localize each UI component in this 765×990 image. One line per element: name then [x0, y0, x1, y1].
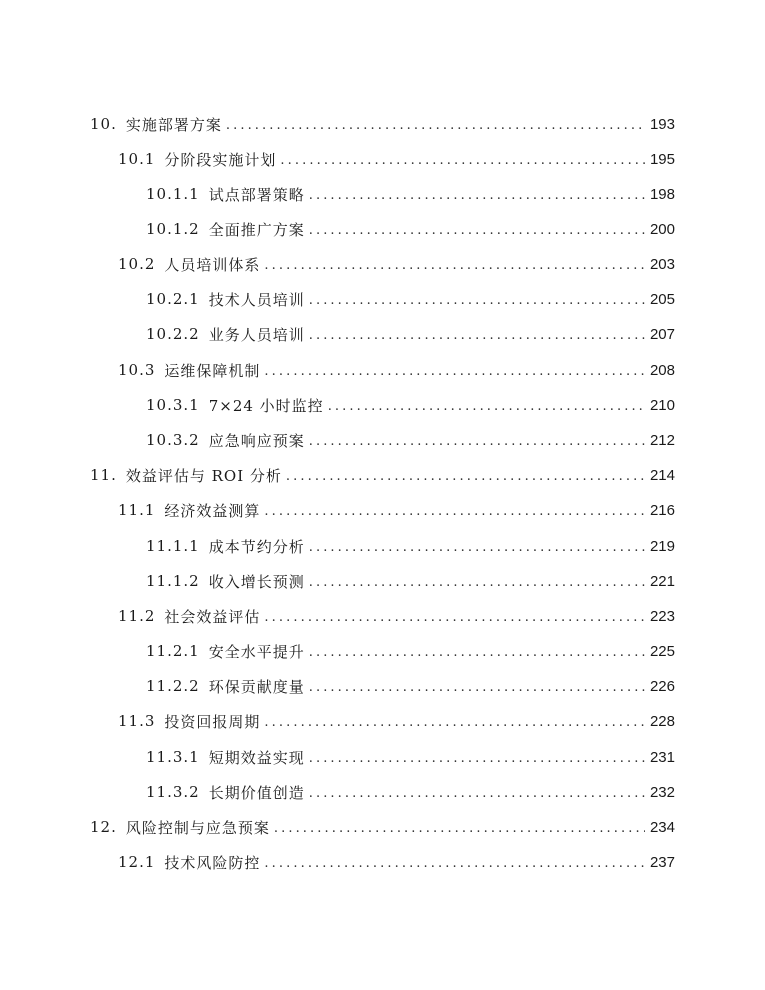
- toc-entry[interactable]: [146, 778, 675, 806]
- toc-entry-number: 10.1.1: [146, 185, 200, 203]
- toc-dot-leader: [309, 786, 645, 801]
- toc-entry-title: 运维保障机制: [164, 361, 261, 380]
- toc-entry-number: 11.2.1: [146, 642, 200, 660]
- toc-entry-title: 收入增长预测: [208, 572, 305, 591]
- toc-entry-page: 195: [649, 150, 675, 168]
- toc-entry-title: 环保贡献度量: [208, 677, 305, 696]
- toc-entry-page: 207: [649, 325, 675, 343]
- toc-dot-leader: [264, 856, 645, 871]
- toc-entry[interactable]: [90, 813, 675, 841]
- toc-dot-leader: [309, 293, 645, 308]
- toc-dot-leader: [264, 715, 645, 730]
- toc-dot-leader: [264, 504, 645, 519]
- toc-entry-title: 应急响应预案: [208, 431, 305, 450]
- toc-entry-title: 风险控制与应急预案: [125, 818, 270, 837]
- toc-entry-title: 实施部署方案: [125, 115, 222, 134]
- toc-entry-number: 10.1: [118, 150, 156, 168]
- toc-entry[interactable]: [146, 391, 675, 419]
- toc-dot-leader: [280, 153, 645, 168]
- toc-entry-page: 214: [649, 466, 675, 484]
- toc-entry-page: 223: [649, 607, 675, 625]
- toc-entry-number: 12.: [90, 818, 117, 836]
- toc-entry-title: 技术风险防控: [164, 853, 261, 872]
- toc-entry[interactable]: [146, 215, 675, 243]
- toc-entry[interactable]: [118, 250, 675, 278]
- toc-entry-page: 225: [649, 642, 675, 660]
- toc-entry[interactable]: [146, 426, 675, 454]
- toc-entry-page: 234: [649, 818, 675, 836]
- toc-entry-number: 11.3: [118, 712, 156, 730]
- toc-entry-title: 全面推广方案: [208, 220, 305, 239]
- toc-entry-title: 成本节约分析: [208, 537, 305, 556]
- toc-entry[interactable]: [146, 743, 675, 771]
- toc-entry-page: 216: [649, 501, 675, 519]
- toc-dot-leader: [264, 258, 645, 273]
- toc-entry[interactable]: [90, 110, 675, 138]
- toc-entry-page: 210: [649, 396, 675, 414]
- toc-entry-page: 205: [649, 290, 675, 308]
- toc-dot-leader: [226, 118, 645, 133]
- toc-entry-title: 试点部署策略: [208, 185, 305, 204]
- toc-entry[interactable]: [146, 637, 675, 665]
- toc-entry[interactable]: [118, 848, 675, 876]
- toc-entry-number: 11.3.1: [146, 748, 200, 766]
- toc-entry-page: 232: [649, 783, 675, 801]
- toc-entry-page: 237: [649, 853, 675, 871]
- toc-entry-number: 12.1: [118, 853, 156, 871]
- toc-entry-page: 231: [649, 748, 675, 766]
- toc-entry-number: 11.1.2: [146, 572, 200, 590]
- toc-entry-title: 7×24 小时监控: [208, 396, 324, 415]
- toc-entry-page: 226: [649, 677, 675, 695]
- toc-entry-title: 业务人员培训: [208, 325, 305, 344]
- toc-entry-page: 203: [649, 255, 675, 273]
- toc-entry-number: 10.3: [118, 361, 156, 379]
- toc-dot-leader: [309, 645, 645, 660]
- toc-entry-title: 短期效益实现: [208, 748, 305, 767]
- toc-entry-title: 安全水平提升: [208, 642, 305, 661]
- toc-dot-leader: [309, 223, 645, 238]
- toc-dot-leader: [309, 680, 645, 695]
- toc-entry-title: 分阶段实施计划: [164, 150, 277, 169]
- toc-entry[interactable]: [146, 567, 675, 595]
- toc-dot-leader: [264, 610, 645, 625]
- toc-entry-title: 技术人员培训: [208, 290, 305, 309]
- toc-dot-leader: [309, 188, 645, 203]
- toc-entry[interactable]: [146, 320, 675, 348]
- toc-entry-page: 193: [649, 115, 675, 133]
- toc-entry-number: 11.2.2: [146, 677, 200, 695]
- toc-entry-page: 208: [649, 361, 675, 379]
- toc-dot-leader: [309, 328, 645, 343]
- toc-entry[interactable]: [146, 285, 675, 313]
- toc-entry-title: 经济效益测算: [164, 501, 261, 520]
- toc-dot-leader: [309, 751, 645, 766]
- toc-entry-page: 219: [649, 537, 675, 555]
- toc-dot-leader: [328, 399, 645, 414]
- toc-dot-leader: [264, 364, 645, 379]
- toc-entry[interactable]: [118, 707, 675, 735]
- toc-entry[interactable]: [118, 356, 675, 384]
- toc-entry-number: 10.1.2: [146, 220, 200, 238]
- toc-entry[interactable]: [118, 602, 675, 630]
- toc-entry-title: 社会效益评估: [164, 607, 261, 626]
- toc-entry[interactable]: [146, 532, 675, 560]
- toc-entry[interactable]: [146, 180, 675, 208]
- toc-entry[interactable]: [146, 672, 675, 700]
- toc-entry[interactable]: [118, 496, 675, 524]
- toc-entry-number: 11.1: [118, 501, 156, 519]
- toc-entry-number: 10.: [90, 115, 117, 133]
- toc-entry[interactable]: [90, 461, 675, 489]
- toc-entry-number: 10.2: [118, 255, 156, 273]
- toc-entry-number: 10.2.1: [146, 290, 200, 308]
- toc-entry-page: 200: [649, 220, 675, 238]
- toc-entry[interactable]: [118, 145, 675, 173]
- toc-entry-number: 11.1.1: [146, 537, 200, 555]
- toc-dot-leader: [309, 540, 645, 555]
- toc-entry-number: 11.3.2: [146, 783, 200, 801]
- toc-entry-page: 198: [649, 185, 675, 203]
- toc-entry-page: 212: [649, 431, 675, 449]
- toc-entry-number: 10.3.1: [146, 396, 200, 414]
- toc-entry-number: 11.: [90, 466, 117, 484]
- toc-entry-number: 10.2.2: [146, 325, 200, 343]
- toc-entry-number: 10.3.2: [146, 431, 200, 449]
- toc-dot-leader: [274, 821, 645, 836]
- toc-dot-leader: [309, 575, 645, 590]
- toc-entry-title: 效益评估与 ROI 分析: [125, 466, 282, 485]
- toc-entry-page: 221: [649, 572, 675, 590]
- toc-entry-title: 投资回报周期: [164, 712, 261, 731]
- toc-dot-leader: [309, 434, 645, 449]
- toc-dot-leader: [286, 469, 645, 484]
- toc-entry-number: 11.2: [118, 607, 156, 625]
- toc-entry-title: 长期价值创造: [208, 783, 305, 802]
- toc-entry-title: 人员培训体系: [164, 255, 261, 274]
- toc-entry-page: 228: [649, 712, 675, 730]
